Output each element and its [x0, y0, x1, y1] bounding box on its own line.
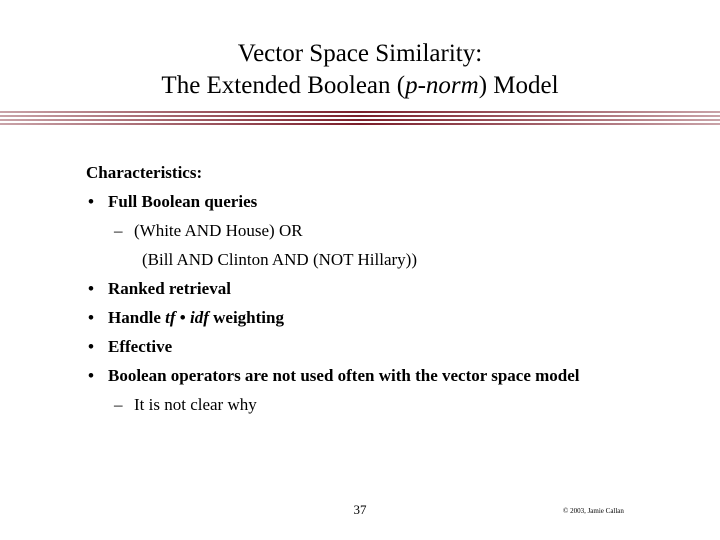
divider-stripe	[0, 115, 720, 117]
bullet-item	[86, 274, 686, 303]
why-text: It is not clear why	[134, 395, 257, 414]
bullet-item	[86, 361, 686, 390]
sub-item	[86, 216, 686, 245]
divider-stripe	[0, 119, 720, 121]
bullet-text: Ranked retrieval	[108, 279, 231, 298]
title-line-2-italic: p-norm	[405, 72, 479, 99]
bullet-text: Effective	[108, 337, 173, 356]
bullet-text-pre: Handle	[108, 308, 166, 327]
divider-stripe	[0, 123, 720, 125]
characteristics-heading: Characteristics:	[86, 163, 203, 182]
bullet-item	[86, 303, 686, 332]
sub-item-continuation: (Bill AND Clinton AND (NOT Hillary))	[142, 250, 417, 269]
bullet-icon: •	[88, 279, 94, 298]
bullet-text: Full Boolean queries	[108, 192, 258, 211]
bullet-icon: •	[88, 337, 94, 356]
title-divider	[0, 111, 720, 125]
bullet-icon: •	[88, 308, 94, 327]
slide-title	[0, 38, 720, 102]
dash-icon: –	[114, 221, 123, 240]
query-line-1: (White AND House) OR	[134, 221, 303, 240]
divider-stripe	[0, 111, 720, 113]
tf-term: tf	[165, 308, 176, 327]
sub-item	[86, 390, 686, 419]
title-line-1: Vector Space Similarity:	[237, 40, 483, 67]
slide-body	[86, 158, 686, 419]
bullet-text-post: weighting	[208, 308, 284, 327]
bullet-icon: •	[88, 366, 94, 385]
bullet-text: Boolean operators are not used often with the vector space model	[108, 366, 580, 385]
idf-term: idf	[190, 308, 209, 327]
bullet-item	[86, 187, 686, 216]
tf-idf-separator: •	[175, 308, 190, 327]
title-line-2	[0, 70, 720, 102]
title-line-2-pre: The Extended Boolean (	[161, 72, 406, 99]
bullet-icon: •	[88, 192, 94, 211]
dash-icon: –	[114, 395, 123, 414]
copyright-notice: © 2003, Jamie Callan	[563, 507, 624, 515]
page-number: 37	[353, 502, 367, 517]
title-line-2-post: ) Model	[478, 72, 559, 99]
bullet-item	[86, 332, 686, 361]
